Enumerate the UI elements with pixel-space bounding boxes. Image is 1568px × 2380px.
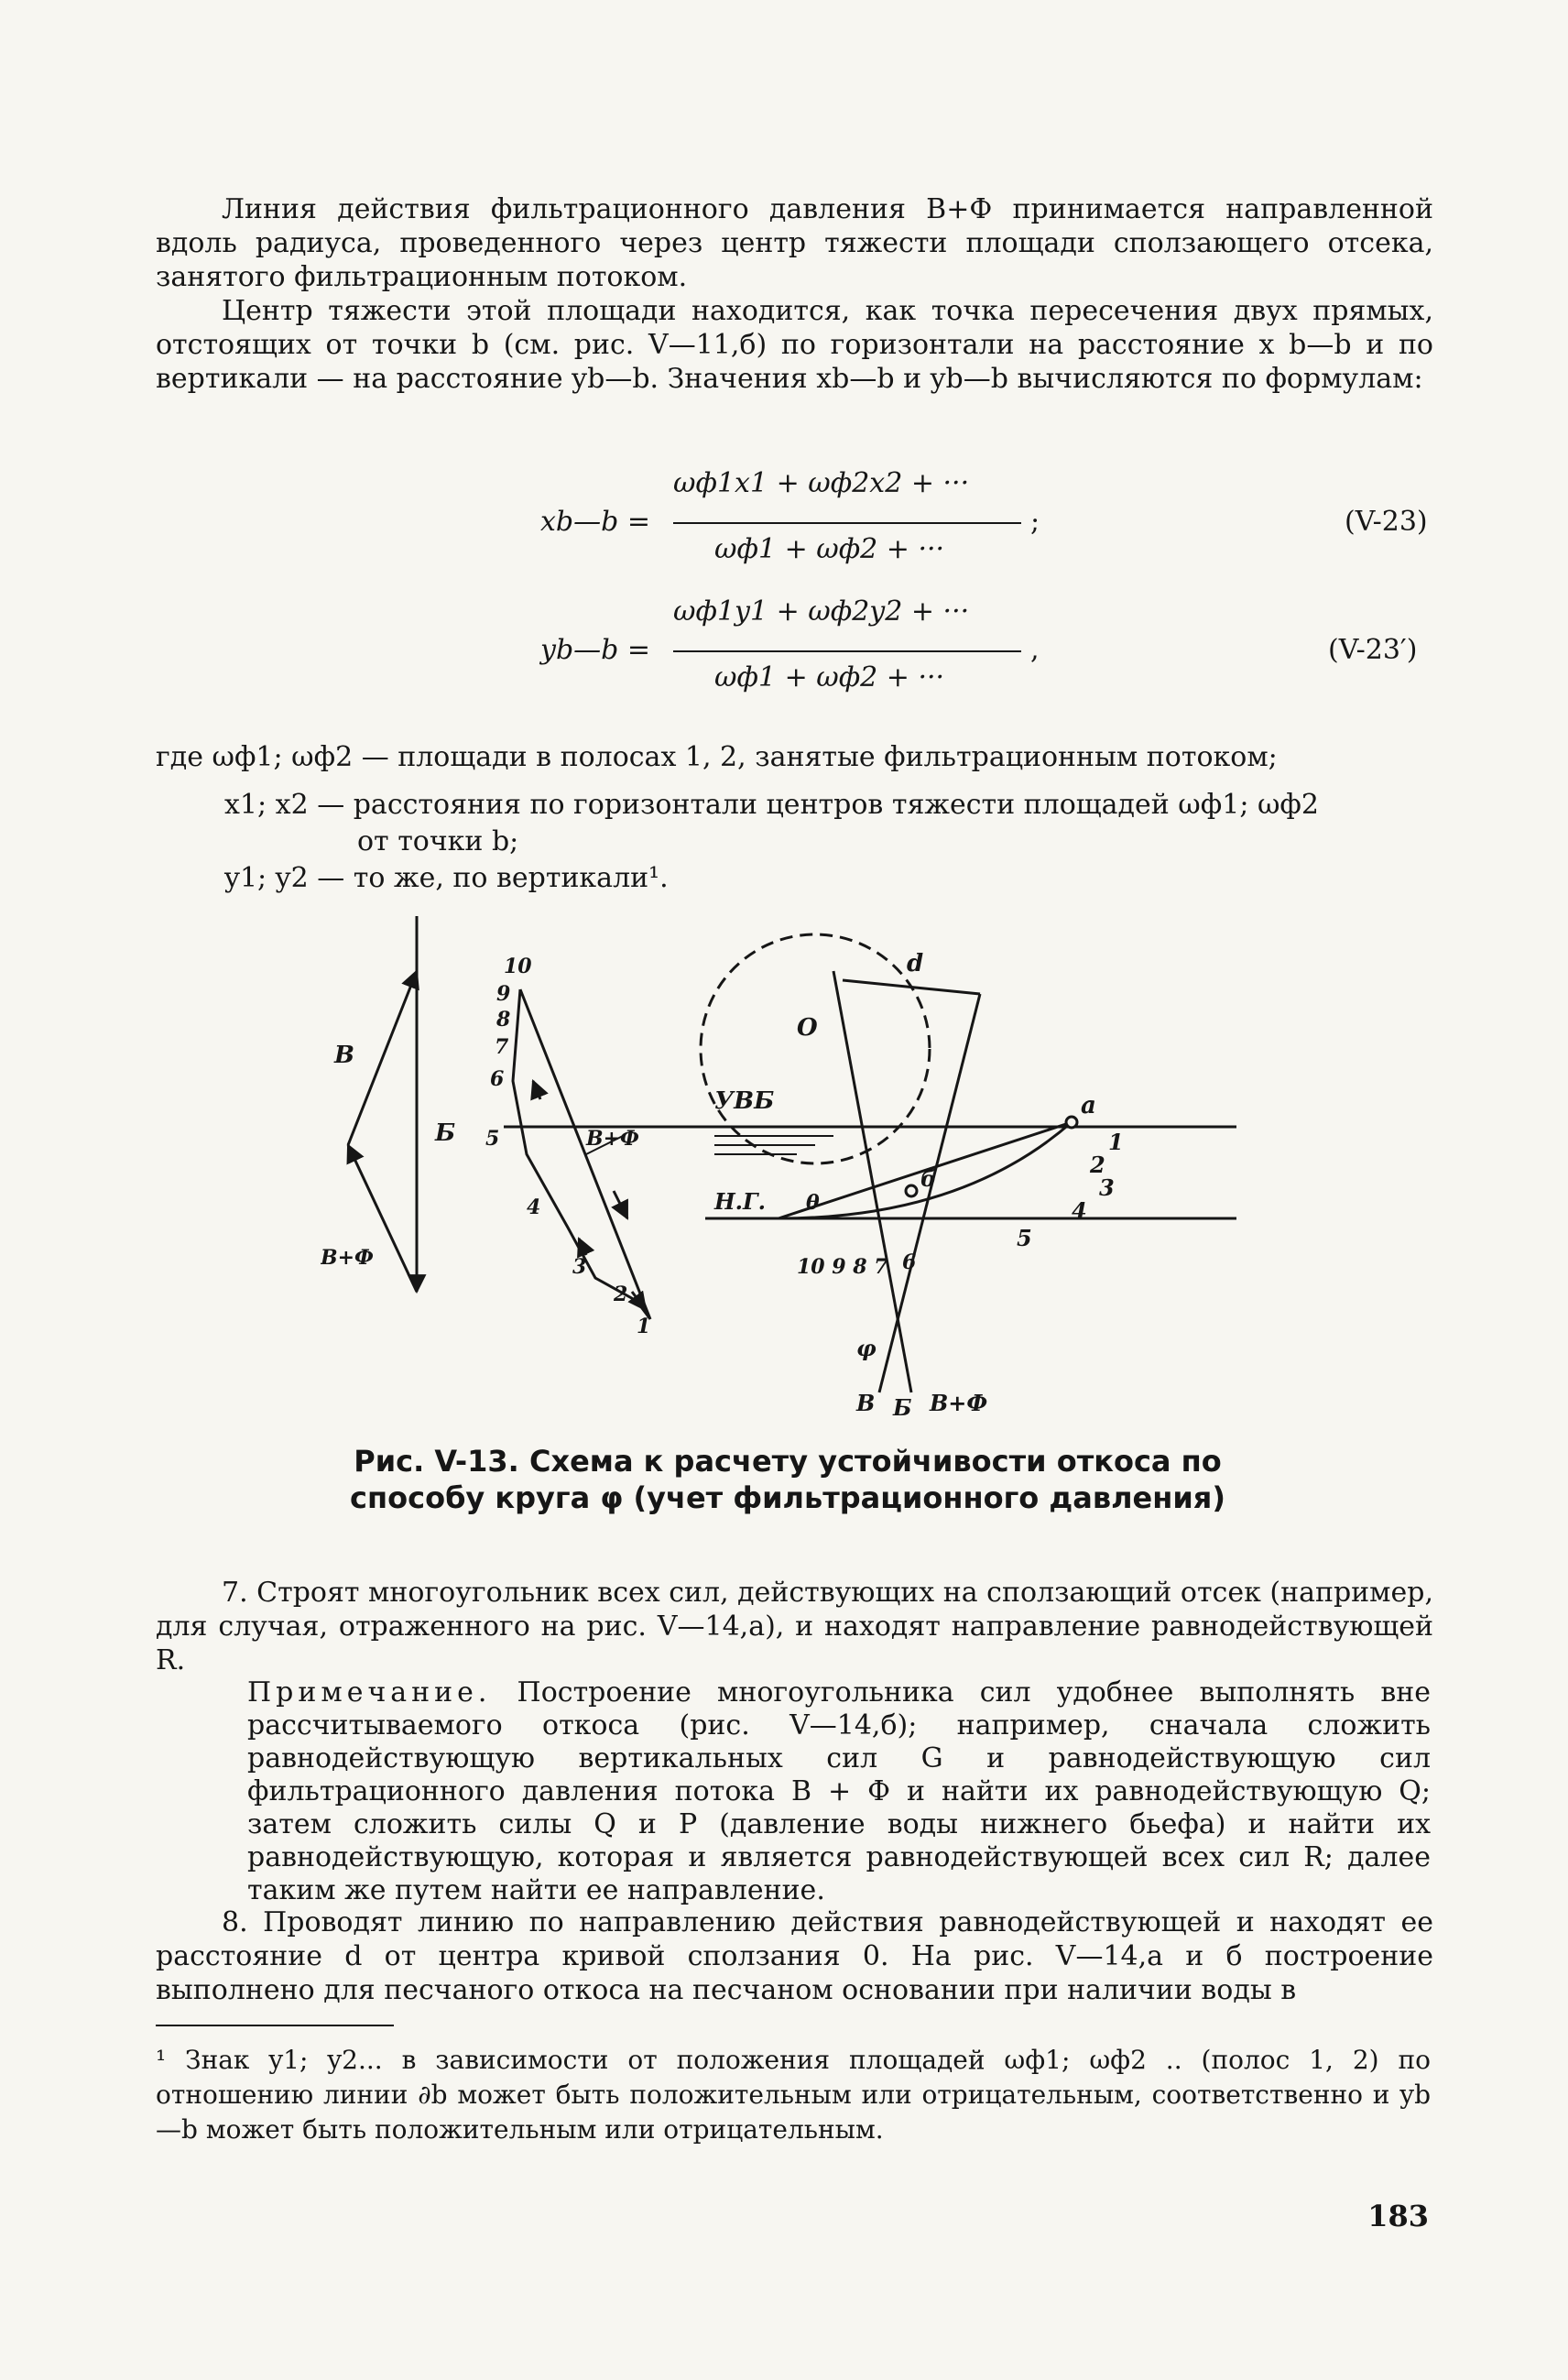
formula-denominator: ωф1 + ωф2 + ···: [714, 661, 945, 693]
footnote-rule: [156, 2025, 394, 2026]
fraction-bar: [673, 650, 1021, 652]
item-8-text: 8. Проводят линию по направлению действия равнодействующей и находят ее расстояние d от центра кривой сползания 0. На рис. V—14,а и б построение выполнено для песчаного откоса на песчаном основании при наличии воды в: [156, 1906, 1433, 2006]
label-r5: 5: [1017, 1225, 1032, 1251]
paragraph-1: Линия действия фильтрационного давления В+Ф принимается направленной вдоль радиуса, проведенного через центр тяжести площади сползающего отсека, занятого фильтрационным потоком.: [156, 193, 1433, 293]
note-text: Построение многоугольника сил удобнее выполнять вне рассчитываемого откоса (рис. V—14,б); например, сначала сложить равнодействующую вертикальных сил G и равнодействующую сил фильтрационного давления потока B + Ф и найти их равнодействующую Q; затем сложить силы Q и P (давление воды нижнего бьефа) и найти их равнодействующую, которая и является равнодействующей всех сил R; далее таким же путем найти ее направление.: [247, 1676, 1431, 1906]
radius-d: [843, 980, 980, 994]
page-number: 183: [1367, 2199, 1429, 2233]
label-b6: 6: [902, 1250, 917, 1274]
text-block-top: [156, 192, 1433, 396]
formula-numerator: ωф1x1 + ωф2x2 + ···: [673, 467, 970, 499]
formula-numerator: ωф1y1 + ωф2y2 + ···: [673, 595, 970, 628]
label-bottom-nums: 10 9 8 7: [797, 1255, 888, 1279]
label-4: 4: [527, 1195, 541, 1219]
label-d: d: [907, 950, 924, 977]
equation-number: (V-23′): [1328, 634, 1418, 666]
polygon-arrow: [614, 1191, 627, 1218]
paragraph-2: Центр тяжести этой площади находится, как точка пересечения двух прямых, отстоящих от точки b (см. рис. V—11,б) по горизонтали на расстояние x b—b и по вертикали — на расстояние yb—b. Значения xb—b и yb—b вычисляются по формулам:: [156, 295, 1433, 395]
label-ng: Н.Г.: [714, 1188, 766, 1215]
label-bot-v: В: [856, 1390, 876, 1416]
force-triangle: [321, 916, 455, 1292]
definition-line: y1; y2 — то же, по вертикали¹.: [224, 862, 669, 894]
label-bot-bf: В+Ф: [930, 1390, 988, 1416]
formula-lhs: xb—b =: [540, 506, 650, 538]
label-3: 3: [572, 1255, 587, 1279]
vector-v: [348, 971, 417, 1145]
fraction-bar: [673, 522, 1021, 524]
label-1: 1: [637, 1315, 651, 1338]
sliding-circle: [701, 934, 930, 1163]
label-8: 8: [496, 1008, 511, 1032]
label-r3: 3: [1099, 1174, 1115, 1201]
label-r4: 4: [1072, 1197, 1087, 1224]
polygon-arrow: [533, 1081, 540, 1099]
label-9: 9: [496, 982, 511, 1006]
figure-v13: [321, 916, 1465, 1429]
label-v: В: [334, 1042, 354, 1069]
item-7: [156, 1576, 1433, 1677]
formula-denominator: ωф1 + ωф2 + ···: [714, 533, 945, 565]
label-2: 2: [614, 1283, 628, 1306]
label-bf: В+Ф: [321, 1246, 374, 1270]
label-5: 5: [485, 1127, 500, 1151]
vector-bf: [348, 1145, 417, 1292]
figure-caption: Рис. V-13. Схема к расчету устойчивости откоса по способу круга φ (учет фильтрационного давления): [350, 1444, 1225, 1515]
label-6: 6: [490, 1067, 505, 1091]
label-r2: 2: [1090, 1152, 1105, 1178]
point-a: [1066, 1117, 1077, 1128]
note-label: Примечание.: [247, 1676, 492, 1709]
force-line: [833, 971, 911, 1392]
note-block: [247, 1676, 1431, 1907]
footnote: ¹ Знак y1; y2... в зависимости от положения площадей ωф1; ωф2 .. (полос 1, 2) по отношению линии ∂b может быть положительным или отрицательным, соответственно и yb—b может быть положительным или отрицательным.: [156, 2045, 1431, 2145]
label-theta: θ: [806, 1191, 820, 1215]
label-a: а: [1081, 1092, 1096, 1119]
label-uvb: УВБ: [714, 1087, 775, 1115]
point-b: [906, 1185, 917, 1196]
force-polygon: [485, 955, 650, 1338]
label-bot-b: Б: [893, 1394, 912, 1421]
item-7-text: 7. Строят многоугольник всех сил, действующих на сползающий отсек (например, для случая, отраженного на рис. V—14,а), и находят направление равнодействующей R.: [156, 1577, 1433, 1676]
label-r1: 1: [1108, 1129, 1124, 1155]
label-phi: φ: [856, 1335, 877, 1361]
label-b-point: б: [920, 1165, 937, 1192]
label-bf-polygon: В+Ф: [586, 1127, 639, 1151]
slope-scheme: [504, 934, 1236, 1421]
definition-line: от точки b;: [357, 825, 519, 857]
formula-lhs: yb—b =: [540, 634, 651, 666]
item-8: [156, 1905, 1433, 2007]
label-10: 10: [504, 955, 532, 978]
label-7: 7: [495, 1035, 509, 1059]
label-b: Б: [435, 1119, 456, 1147]
label-o: О: [797, 1014, 818, 1042]
formula-punct: ,: [1030, 634, 1040, 666]
definition-line: где ωф1; ωф2 — площади в полосах 1, 2, занятые фильтрационным потоком;: [156, 741, 1278, 773]
formula-punct: ;: [1030, 506, 1040, 538]
equation-number: (V-23): [1345, 506, 1428, 538]
definition-line: x1; x2 — расстояния по горизонтали центров тяжести площадей ωф1; ωф2: [224, 789, 1320, 821]
